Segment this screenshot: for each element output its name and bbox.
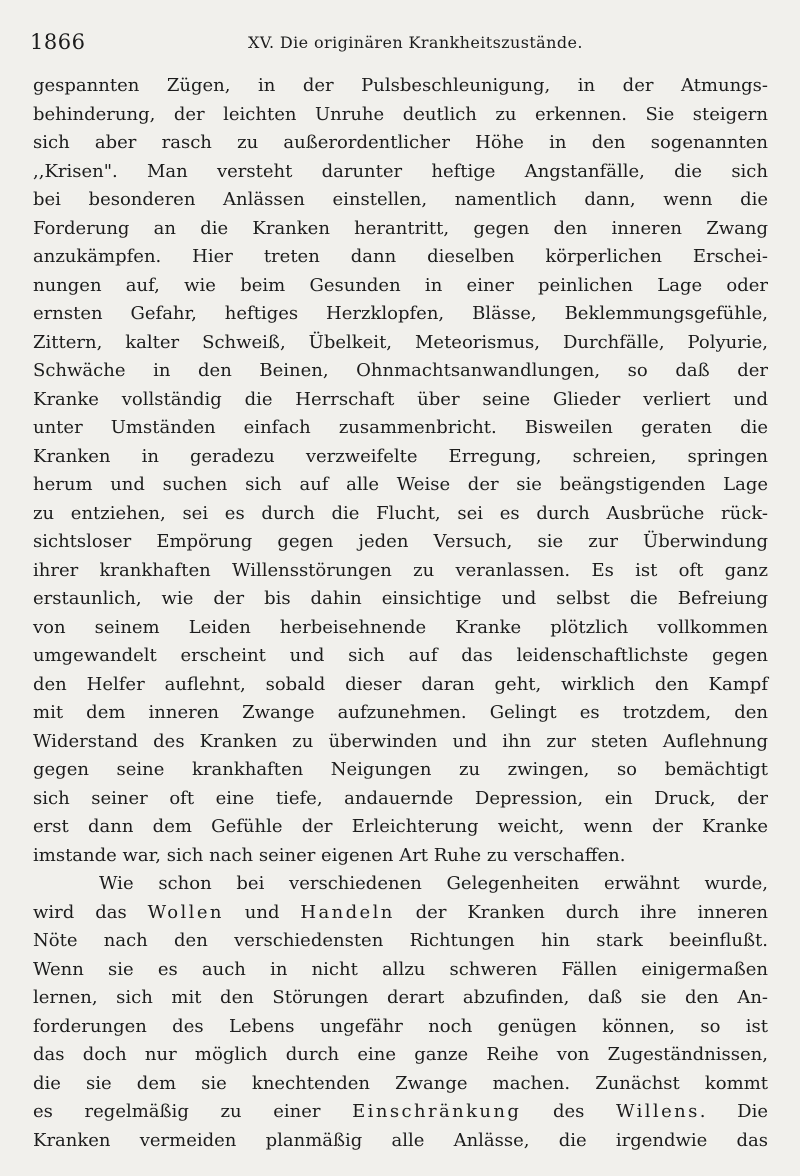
text-line: zu entziehen, sei es durch die Flucht, sei es durch Ausbrüche rück-: [33, 502, 768, 524]
text-line: erstaunlich, wie der bis dahin einsichtige und selbst die Befreiung: [33, 588, 768, 609]
text-line: Schwäche in den Beinen, Ohnmachtsanwandlungen, so daß der: [33, 360, 768, 381]
text-run: des: [521, 1101, 617, 1122]
running-title: XV. Die originären Krankheitszustände.: [248, 33, 583, 52]
text-line: umgewandelt erscheint und sich auf das leidenschaftlichste gegen: [33, 645, 768, 666]
text-line: Widerstand des Kranken zu überwinden und ihn zur steten Auflehnung: [33, 730, 768, 752]
text-run: . Die: [699, 1101, 768, 1122]
text-run: und: [223, 901, 301, 923]
text-line: lernen, sich mit den Störungen derart abzufinden, daß sie den An-: [33, 987, 768, 1008]
text-line: anzukämpfen. Hier treten dann dieselben körperlichen Erschei-: [33, 246, 768, 267]
text-line: Kranken vermeiden planmäßig alle Anlässe, die irgendwie das: [33, 1129, 768, 1151]
page-header: [30, 30, 766, 64]
text-line: Wenn sie es auch in nicht allzu schweren Fällen einigermaßen: [33, 958, 768, 980]
text-line: [33, 1098, 768, 1127]
text-line: sichtsloser Empörung gegen jeden Versuch, sie zur Überwindung: [33, 531, 768, 552]
text-line: ihrer krankhaften Willensstörungen zu veranlassen. Es ist oft ganz: [33, 559, 768, 581]
body-text: [33, 72, 768, 1155]
spaced-emphasis: Wollen: [147, 901, 224, 923]
text-line: die sie dem sie knechtenden Zwange machen. Zunächst kommt: [33, 1072, 768, 1094]
text-line: das doch nur möglich durch eine ganze Reihe von Zugeständnissen,: [33, 1044, 768, 1065]
spaced-emphasis: Willens: [616, 1101, 700, 1122]
spaced-emphasis: Einschränkung: [352, 1101, 522, 1122]
text-run: es regelmäßig zu einer: [33, 1101, 353, 1122]
text-line: von seinem Leiden herbeisehnende Kranke plötzlich vollkommen: [33, 616, 768, 638]
text-line: sich aber rasch zu außerordentlicher Höhe in den sogenannten: [33, 132, 768, 153]
page-number: 1866: [30, 30, 86, 54]
text-line: nungen auf, wie beim Gesunden in einer peinlichen Lage oder: [33, 274, 768, 296]
text-line: ernsten Gefahr, heftiges Herzklopfen, Blässe, Beklemmungsgefühle,: [33, 303, 768, 324]
text-run: wird das: [33, 901, 148, 923]
text-line: Kranken in geradezu verzweifelte Erregung, schreien, springen: [33, 445, 768, 467]
spaced-emphasis: Handeln: [300, 901, 395, 923]
text-line: bei besonderen Anlässen einstellen, namentlich dann, wenn die: [33, 189, 768, 210]
text-line: Forderung an die Kranken herantritt, gegen den inneren Zwang: [33, 217, 768, 239]
text-line: Nöte nach den verschiedensten Richtungen hin stark beeinflußt.: [33, 930, 768, 951]
text-line: erst dann dem Gefühle der Erleichterung weicht, wenn der Kranke: [33, 816, 768, 837]
text-line: forderungen des Lebens ungefähr noch genügen können, so ist: [33, 1015, 768, 1037]
paragraph-end-line: imstande war, sich nach seiner eigenen Art Ruhe zu verschaffen.: [33, 844, 626, 866]
text-line: behinderung, der leichten Unruhe deutlich zu erkennen. Sie steigern: [33, 103, 768, 125]
text-line: [33, 899, 768, 928]
text-line: mit dem inneren Zwange aufzunehmen. Gelingt es trotzdem, den: [33, 702, 768, 723]
text-line: gespannten Zügen, in der Pulsbeschleunigung, in der Atmungs-: [33, 75, 768, 96]
text-line: herum und suchen sich auf alle Weise der sie beängstigenden Lage: [33, 474, 768, 495]
text-line: Zittern, kalter Schweiß, Übelkeit, Meteorismus, Durchfälle, Polyurie,: [33, 331, 768, 353]
text-run: der Kranken durch ihre inneren: [394, 901, 768, 923]
text-line: ,,Krisen". Man versteht darunter heftige Angstanfälle, die sich: [33, 160, 768, 182]
text-line: den Helfer auflehnt, sobald dieser daran geht, wirklich den Kampf: [33, 673, 768, 695]
text-line: gegen seine krankhaften Neigungen zu zwingen, so bemächtigt: [33, 759, 768, 780]
paragraph-start-line: Wie schon bei verschiedenen Gelegenheiten erwähnt wurde,: [99, 873, 768, 894]
text-line: unter Umständen einfach zusammenbricht. Bisweilen geraten die: [33, 417, 768, 438]
text-line: Kranke vollständig die Herrschaft über seine Glieder verliert und: [33, 388, 768, 410]
text-line: sich seiner oft eine tiefe, andauernde Depression, ein Druck, der: [33, 787, 768, 809]
